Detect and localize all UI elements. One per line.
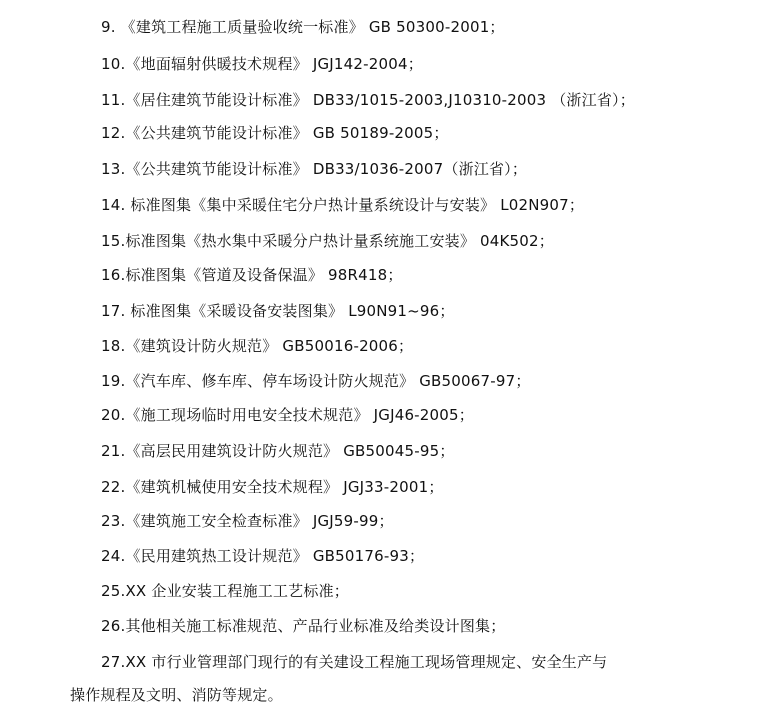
standard-item-11: 11.《居住建筑节能设计标准》 DB33/1015-2003,J10310-2003 （浙江省）； bbox=[101, 91, 635, 109]
standard-item-22: 22.《建筑机械使用安全技术规程》 JGJ33-2001； bbox=[101, 478, 444, 496]
standard-item-23: 23.《建筑施工安全检查标准》 JGJ59-99； bbox=[101, 512, 394, 530]
standard-item-25: 25.XX 企业安装工程施工工艺标准； bbox=[101, 582, 349, 600]
standard-item-24: 24.《民用建筑热工设计规范》 GB50176-93； bbox=[101, 547, 425, 565]
standard-item-19: 19.《汽车库、修车库、停车场设计防火规范》 GB50067-97； bbox=[101, 372, 531, 390]
standard-item-18: 18.《建筑设计防火规范》 GB50016-2006； bbox=[101, 337, 414, 355]
standard-item-17: 17. 标准图集《采暖设备安装图集》 L90N91~96； bbox=[101, 302, 455, 320]
standard-item-9: 9. 《建筑工程施工质量验收统一标准》 GB 50300-2001； bbox=[101, 18, 505, 36]
standard-item-21: 21.《高层民用建筑设计防火规范》 GB50045-95； bbox=[101, 442, 455, 460]
standard-item-13: 13.《公共建筑节能设计标准》 DB33/1036-2007（浙江省）； bbox=[101, 160, 528, 178]
standard-item-20: 20.《施工现场临时用电安全技术规范》 JGJ46-2005； bbox=[101, 406, 474, 424]
standard-item-14: 14. 标准图集《集中采暖住宅分户热计量系统设计与安装》 L02N907； bbox=[101, 196, 585, 214]
standard-item-12: 12.《公共建筑节能设计标准》 GB 50189-2005； bbox=[101, 124, 449, 142]
standard-item-16: 16.标准图集《管道及设备保温》 98R418； bbox=[101, 266, 403, 284]
standard-item-27-line1: 27.XX 市行业管理部门现行的有关建设工程施工现场管理规定、安全生产与 bbox=[101, 653, 608, 671]
standard-item-15: 15.标准图集《热水集中采暖分户热计量系统施工安装》 04K502； bbox=[101, 232, 554, 250]
standard-item-26: 26.其他相关施工标准规范、产品行业标准及给类设计图集； bbox=[101, 617, 506, 635]
standard-item-27-line2: 操作规程及文明、消防等规定。 bbox=[70, 686, 283, 704]
standard-item-10: 10.《地面辐射供暖技术规程》 JGJ142-2004； bbox=[101, 55, 423, 73]
